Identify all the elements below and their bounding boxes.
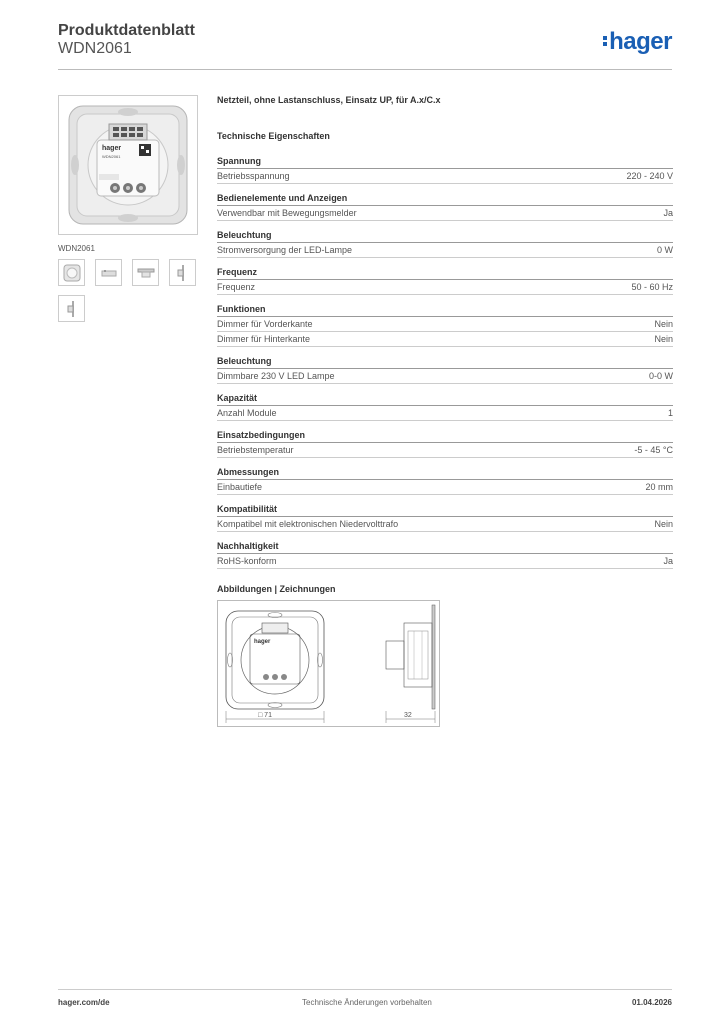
thumbnail-top[interactable] bbox=[132, 259, 159, 286]
property-value: 0 W bbox=[656, 245, 673, 255]
property-group bbox=[217, 393, 673, 421]
page-footer bbox=[58, 989, 672, 1005]
property-group bbox=[217, 230, 673, 258]
property-group-title: Bedienelemente und Anzeigen bbox=[217, 193, 673, 206]
property-label: Stromversorgung der LED-Lampe bbox=[217, 245, 353, 255]
property-row bbox=[217, 332, 673, 347]
thumbnail-side-2[interactable] bbox=[169, 259, 196, 286]
technical-drawing[interactable] bbox=[217, 600, 440, 727]
product-photo-icon bbox=[59, 96, 197, 234]
footer-website-link[interactable]: hager.com/de bbox=[58, 998, 110, 1007]
property-group-title: Kapazität bbox=[217, 393, 673, 406]
property-label: Frequenz bbox=[217, 282, 256, 292]
logo-dots-icon bbox=[603, 34, 608, 48]
svg-text:hager: hager bbox=[254, 639, 271, 645]
front-view-icon bbox=[62, 263, 82, 283]
footer-date: 01.04.2026 bbox=[631, 998, 672, 1007]
property-label: RoHS-konform bbox=[217, 556, 277, 566]
property-group-title: Einsatzbedingungen bbox=[217, 430, 673, 443]
property-row bbox=[217, 206, 673, 221]
property-label: Einbautiefe bbox=[217, 482, 263, 492]
svg-text:WDN2061: WDN2061 bbox=[102, 154, 121, 159]
property-row bbox=[217, 317, 673, 332]
svg-text:32: 32 bbox=[404, 712, 412, 719]
property-row bbox=[217, 406, 673, 421]
property-group bbox=[217, 304, 673, 347]
dimension-drawing-icon bbox=[218, 601, 439, 726]
property-value: Ja bbox=[663, 208, 673, 218]
top-view-icon bbox=[136, 263, 156, 283]
property-row bbox=[217, 243, 673, 258]
property-group bbox=[217, 430, 673, 458]
property-label: Betriebsspannung bbox=[217, 171, 290, 181]
property-group-title: Abmessungen bbox=[217, 467, 673, 480]
footer-disclaimer: Technische Änderungen vorbehalten bbox=[302, 998, 432, 1007]
property-value: Ja bbox=[663, 556, 673, 566]
property-group bbox=[217, 193, 673, 221]
property-label: Dimmer für Vorderkante bbox=[217, 319, 313, 329]
property-group-title: Nachhaltigkeit bbox=[217, 541, 673, 554]
thumbnail-front[interactable] bbox=[58, 259, 85, 286]
property-group bbox=[217, 467, 673, 495]
product-main-image[interactable] bbox=[58, 95, 198, 235]
property-value: Nein bbox=[654, 519, 673, 529]
drawings-title: Abbildungen | Zeichnungen bbox=[217, 584, 336, 594]
property-label: Anzahl Module bbox=[217, 408, 277, 418]
product-images bbox=[58, 95, 198, 322]
svg-text:□ 71: □ 71 bbox=[258, 712, 272, 719]
product-code: WDN2061 bbox=[58, 40, 132, 57]
property-group-title: Beleuchtung bbox=[217, 356, 673, 369]
property-value: Nein bbox=[654, 334, 673, 344]
property-label: Betriebstemperatur bbox=[217, 445, 294, 455]
property-value: -5 - 45 °C bbox=[634, 445, 673, 455]
tech-properties-title: Technische Eigenschaften bbox=[217, 131, 330, 141]
property-value: 220 - 240 V bbox=[626, 171, 673, 181]
property-row bbox=[217, 517, 673, 532]
svg-text:hager: hager bbox=[102, 145, 122, 152]
thumbnail-side-1[interactable] bbox=[95, 259, 122, 286]
property-group bbox=[217, 504, 673, 532]
property-value: 20 mm bbox=[645, 482, 673, 492]
profile-view-icon bbox=[62, 299, 82, 319]
property-group-title: Kompatibilität bbox=[217, 504, 673, 517]
datasheet-content bbox=[217, 95, 673, 727]
logo-text: hager bbox=[609, 28, 672, 55]
property-group-title: Spannung bbox=[217, 156, 673, 169]
property-row bbox=[217, 169, 673, 184]
profile-view-icon bbox=[173, 263, 193, 283]
property-value: 0-0 W bbox=[648, 371, 673, 381]
property-group bbox=[217, 541, 673, 569]
property-label: Kompatibel mit elektronischen Niedervolttrafo bbox=[217, 519, 399, 529]
thumbnail-strip bbox=[58, 259, 198, 286]
property-row bbox=[217, 554, 673, 569]
document-title: Produktdatenblatt bbox=[58, 22, 195, 39]
property-value: Nein bbox=[654, 319, 673, 329]
property-value: 1 bbox=[667, 408, 673, 418]
property-group bbox=[217, 267, 673, 295]
thumbnail-profile[interactable] bbox=[58, 295, 85, 322]
property-group bbox=[217, 356, 673, 384]
property-group-title: Funktionen bbox=[217, 304, 673, 317]
property-group-title: Beleuchtung bbox=[217, 230, 673, 243]
page-header bbox=[58, 22, 672, 70]
property-group bbox=[217, 156, 673, 184]
tech-property-groups bbox=[217, 156, 673, 569]
property-row bbox=[217, 280, 673, 295]
property-row bbox=[217, 480, 673, 495]
property-label: Dimmbare 230 V LED Lampe bbox=[217, 371, 335, 381]
side-view-icon bbox=[99, 263, 119, 283]
image-caption: WDN2061 bbox=[58, 244, 95, 253]
property-group-title: Frequenz bbox=[217, 267, 673, 280]
property-label: Dimmer für Hinterkante bbox=[217, 334, 311, 344]
property-row bbox=[217, 369, 673, 384]
property-label: Verwendbar mit Bewegungsmelder bbox=[217, 208, 357, 218]
hager-logo bbox=[603, 28, 672, 56]
property-row bbox=[217, 443, 673, 458]
product-description: Netzteil, ohne Lastanschluss, Einsatz UP, für A.x/C.x bbox=[217, 95, 441, 105]
property-value: 50 - 60 Hz bbox=[631, 282, 673, 292]
